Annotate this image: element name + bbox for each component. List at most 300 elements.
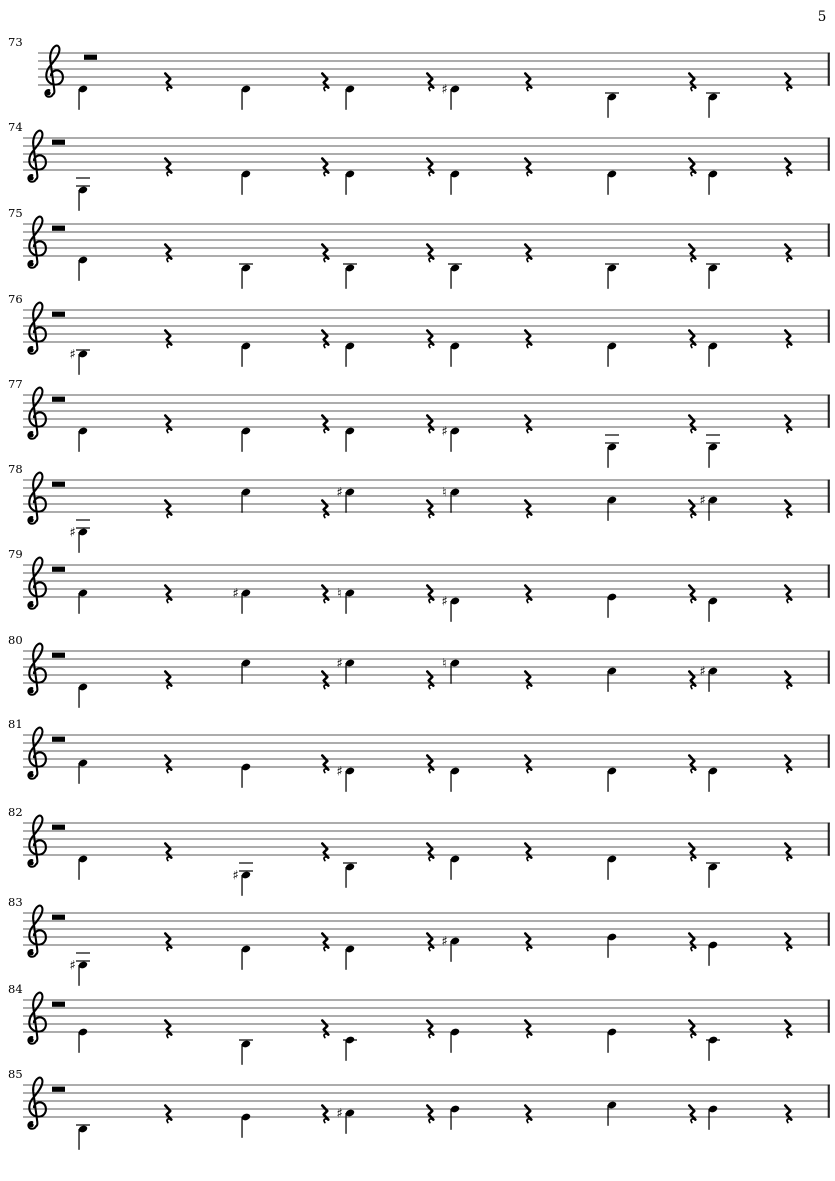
quarter-rest: [427, 1106, 433, 1123]
note-stem: [345, 949, 346, 970]
quarter-note: [706, 93, 720, 118]
note-stem: [345, 492, 346, 513]
quarter-rest: [322, 934, 328, 951]
quarter-rest-hook: [691, 857, 695, 861]
note-stem: [78, 260, 79, 281]
sharp-icon: ♯: [69, 958, 76, 974]
quarter-rest-hook: [324, 258, 328, 262]
quarter-rest: [689, 245, 695, 262]
quarter-rest: [322, 844, 328, 861]
whole-rest: [52, 737, 65, 742]
quarter-note: [241, 763, 251, 788]
quarter-note: [450, 170, 460, 195]
note-stem: [450, 346, 451, 367]
quarter-rest-hook: [324, 947, 328, 951]
quarter-rest: [525, 1106, 531, 1123]
quarter-note: [241, 342, 251, 367]
quarter-rest: [785, 844, 791, 861]
quarter-note: [607, 767, 617, 792]
note-stem: [345, 346, 346, 367]
note-stem: [450, 941, 451, 962]
quarter-note: [78, 855, 88, 880]
quarter-note: [441, 935, 460, 962]
note-stem: [450, 268, 451, 289]
quarter-note: [442, 657, 460, 684]
staff-system: [8, 547, 830, 622]
note-stem: [345, 867, 346, 888]
note-stem: [345, 268, 346, 289]
whole-rest: [52, 825, 65, 830]
staff-system: [8, 633, 830, 708]
quarter-note: [706, 264, 720, 289]
measure-number: 74: [8, 120, 23, 134]
note-stem: [708, 867, 709, 888]
staff-system: [8, 805, 830, 896]
quarter-note: [239, 1040, 253, 1065]
note-stem: [241, 1117, 242, 1138]
quarter-note: [450, 342, 460, 367]
note-stem: [241, 593, 242, 614]
quarter-rest-hook: [429, 429, 433, 433]
quarter-rest-hook: [691, 344, 695, 348]
quarter-rest-hook: [324, 429, 328, 433]
note-stem: [78, 1129, 79, 1150]
quarter-note: [69, 953, 90, 986]
quarter-rest-hook: [527, 685, 531, 689]
note-stem: [345, 771, 346, 792]
quarter-note: [706, 1036, 720, 1061]
quarter-note: [78, 85, 88, 110]
quarter-rest: [689, 586, 695, 603]
quarter-note: [441, 83, 460, 110]
quarter-rest: [427, 586, 433, 603]
quarter-note: [708, 342, 718, 367]
note-stem: [450, 1032, 451, 1053]
barline: [828, 735, 830, 768]
quarter-rest: [322, 74, 328, 91]
note-stem: [241, 89, 242, 110]
measure-number: 79: [8, 547, 23, 561]
quarter-note: [239, 264, 253, 289]
quarter-rest: [165, 501, 171, 518]
quarter-rest: [689, 672, 695, 689]
quarter-rest: [165, 245, 171, 262]
quarter-rest: [689, 1106, 695, 1123]
quarter-note: [241, 1113, 251, 1138]
quarter-note: [345, 85, 355, 110]
whole-rest: [52, 567, 65, 572]
note-stem: [607, 597, 608, 618]
note-stem: [345, 1113, 346, 1134]
sharp-icon: ♯: [441, 934, 448, 950]
clef-hook-dot: [29, 262, 34, 267]
quarter-rest-hook: [787, 172, 791, 176]
note-stem: [708, 601, 709, 622]
measure-number: 83: [8, 895, 23, 909]
clef-hook-dot: [29, 1038, 34, 1043]
whole-rest: [52, 1002, 65, 1007]
quarter-rest: [427, 1021, 433, 1038]
quarter-rest: [525, 245, 531, 262]
sharp-icon: ♯: [336, 656, 343, 672]
note-stem: [345, 663, 346, 684]
quarter-note: [708, 941, 718, 966]
note-stem: [607, 671, 608, 692]
quarter-rest: [165, 934, 171, 951]
quarter-rest-hook: [691, 1034, 695, 1038]
quarter-note: [706, 435, 720, 468]
note-stem: [607, 500, 608, 521]
note-stem: [241, 1044, 242, 1065]
quarter-note: [78, 1028, 88, 1053]
quarter-rest-hook: [527, 514, 531, 518]
note-stem: [708, 97, 709, 118]
quarter-note: [336, 765, 355, 792]
quarter-note: [232, 863, 253, 896]
note-stem: [607, 346, 608, 367]
natural-icon: ♮: [442, 485, 447, 501]
quarter-rest: [689, 159, 695, 176]
quarter-rest-hook: [324, 599, 328, 603]
quarter-note: [607, 1101, 617, 1126]
quarter-note: [607, 342, 617, 367]
natural-icon: ♮: [442, 656, 447, 672]
quarter-note: [345, 945, 355, 970]
quarter-rest: [427, 416, 433, 433]
measure-number: 78: [8, 462, 23, 476]
staff-system: [8, 462, 830, 553]
quarter-note: [76, 1125, 90, 1150]
quarter-rest-hook: [691, 599, 695, 603]
quarter-rest: [785, 501, 791, 518]
staff-system: [8, 120, 830, 211]
quarter-rest-hook: [691, 947, 695, 951]
sharp-icon: ♯: [441, 594, 448, 610]
quarter-note: [343, 863, 357, 888]
quarter-note: [69, 348, 90, 375]
quarter-rest: [322, 1021, 328, 1038]
quarter-rest-hook: [429, 685, 433, 689]
whole-rest: [84, 55, 97, 60]
quarter-note: [241, 85, 251, 110]
natural-icon: ♮: [337, 586, 342, 602]
quarter-note: [450, 855, 460, 880]
quarter-note: [607, 170, 617, 195]
note-stem: [708, 268, 709, 289]
quarter-rest-hook: [167, 87, 171, 91]
clef-hook-dot: [46, 91, 51, 96]
staff-system: [8, 206, 830, 289]
quarter-note: [607, 855, 617, 880]
quarter-rest: [689, 331, 695, 348]
quarter-rest: [165, 672, 171, 689]
quarter-rest-hook: [527, 87, 531, 91]
quarter-note: [605, 93, 619, 118]
sharp-icon: ♯: [699, 493, 706, 509]
quarter-rest-hook: [167, 258, 171, 262]
quarter-note: [450, 1028, 460, 1053]
measure-number: 80: [8, 633, 23, 647]
quarter-rest: [322, 159, 328, 176]
clef-hook-dot: [29, 603, 34, 608]
quarter-rest: [785, 245, 791, 262]
sharp-icon: ♯: [69, 347, 76, 363]
quarter-rest-hook: [527, 947, 531, 951]
clef-hook-dot: [29, 773, 34, 778]
staff-system: [8, 1067, 830, 1150]
quarter-note: [607, 667, 617, 692]
whole-rest: [52, 653, 65, 658]
note-stem: [450, 89, 451, 110]
clef-hook-dot: [29, 348, 34, 353]
quarter-note: [76, 178, 90, 211]
whole-rest: [52, 312, 65, 317]
quarter-rest: [165, 756, 171, 773]
barline: [828, 395, 830, 428]
quarter-rest-hook: [787, 769, 791, 773]
quarter-rest-hook: [787, 685, 791, 689]
quarter-note: [448, 264, 462, 289]
quarter-note: [241, 170, 251, 195]
quarter-rest: [165, 1021, 171, 1038]
quarter-rest-hook: [787, 87, 791, 91]
quarter-rest-hook: [527, 344, 531, 348]
quarter-rest-hook: [691, 685, 695, 689]
quarter-rest-hook: [527, 1034, 531, 1038]
note-stem: [708, 671, 709, 692]
quarter-rest: [689, 934, 695, 951]
quarter-note: [241, 427, 251, 452]
quarter-rest-hook: [691, 258, 695, 262]
page-number: 5: [817, 9, 827, 25]
quarter-rest-hook: [527, 1119, 531, 1123]
quarter-rest: [689, 844, 695, 861]
quarter-rest-hook: [324, 1119, 328, 1123]
barline: [828, 651, 830, 684]
barline: [828, 53, 830, 86]
quarter-note: [78, 589, 88, 614]
quarter-rest-hook: [787, 857, 791, 861]
whole-rest: [52, 915, 65, 920]
quarter-rest: [785, 1021, 791, 1038]
quarter-rest: [785, 672, 791, 689]
quarter-rest: [785, 756, 791, 773]
note-stem: [450, 431, 451, 452]
quarter-rest-hook: [429, 258, 433, 262]
staff-system: [8, 292, 830, 375]
staff-system: [8, 35, 830, 118]
note-stem: [241, 949, 242, 970]
note-stem: [708, 346, 709, 367]
quarter-rest: [785, 159, 791, 176]
note-stem: [708, 447, 709, 468]
sharp-icon: ♯: [69, 525, 76, 541]
clef-hook-dot: [29, 951, 34, 956]
quarter-rest: [525, 934, 531, 951]
quarter-note: [708, 597, 718, 622]
quarter-rest: [322, 756, 328, 773]
quarter-rest-hook: [787, 947, 791, 951]
quarter-rest-hook: [691, 172, 695, 176]
quarter-note: [699, 665, 718, 692]
sharp-icon: ♯: [441, 424, 448, 440]
barline: [828, 1085, 830, 1118]
note-stem: [78, 431, 79, 452]
quarter-rest: [427, 245, 433, 262]
quarter-rest: [689, 416, 695, 433]
note-stem: [241, 492, 242, 513]
quarter-note: [345, 427, 355, 452]
quarter-note: [78, 683, 88, 708]
note-stem: [345, 89, 346, 110]
quarter-note: [607, 593, 617, 618]
quarter-rest-hook: [324, 344, 328, 348]
quarter-rest-hook: [324, 1034, 328, 1038]
quarter-rest-hook: [691, 87, 695, 91]
note-stem: [241, 268, 242, 289]
quarter-rest: [427, 934, 433, 951]
staff-system: [8, 717, 830, 792]
quarter-rest-hook: [429, 344, 433, 348]
quarter-note: [605, 264, 619, 289]
note-stem: [241, 663, 242, 684]
quarter-rest-hook: [167, 514, 171, 518]
quarter-rest-hook: [527, 599, 531, 603]
quarter-note: [708, 767, 718, 792]
quarter-rest: [525, 756, 531, 773]
quarter-note: [232, 587, 251, 614]
note-stem: [450, 492, 451, 513]
staff-system: [8, 895, 830, 986]
note-stem: [607, 1032, 608, 1053]
clef-hook-dot: [29, 1123, 34, 1128]
whole-rest: [52, 226, 65, 231]
quarter-rest: [165, 1106, 171, 1123]
barline: [828, 310, 830, 343]
quarter-rest: [525, 74, 531, 91]
quarter-rest-hook: [691, 514, 695, 518]
note-stem: [450, 174, 451, 195]
quarter-note: [241, 488, 251, 513]
note-stem: [450, 771, 451, 792]
quarter-rest-hook: [324, 172, 328, 176]
quarter-rest-hook: [787, 514, 791, 518]
sharp-icon: ♯: [441, 82, 448, 98]
quarter-rest: [689, 501, 695, 518]
note-stem: [241, 875, 242, 896]
note-stem: [78, 965, 79, 986]
quarter-rest: [322, 331, 328, 348]
clef-hook-dot: [29, 689, 34, 694]
quarter-rest-hook: [527, 769, 531, 773]
quarter-rest: [785, 416, 791, 433]
quarter-note: [336, 1107, 355, 1134]
quarter-rest-hook: [429, 1119, 433, 1123]
quarter-rest-hook: [429, 857, 433, 861]
quarter-rest: [322, 245, 328, 262]
quarter-rest-hook: [167, 1119, 171, 1123]
quarter-rest-hook: [527, 258, 531, 262]
note-stem: [78, 763, 79, 784]
quarter-note: [699, 494, 718, 521]
quarter-note: [345, 342, 355, 367]
sharp-icon: ♯: [336, 1106, 343, 1122]
note-stem: [78, 687, 79, 708]
quarter-rest: [427, 672, 433, 689]
note-stem: [607, 447, 608, 468]
quarter-rest: [525, 159, 531, 176]
note-stem: [450, 1109, 451, 1130]
quarter-note: [343, 264, 357, 289]
note-stem: [345, 593, 346, 614]
measure-number: 82: [8, 805, 23, 819]
note-stem: [78, 1032, 79, 1053]
note-stem: [78, 190, 79, 211]
quarter-rest-hook: [787, 258, 791, 262]
quarter-rest: [525, 586, 531, 603]
note-stem: [450, 859, 451, 880]
quarter-rest: [322, 501, 328, 518]
quarter-rest-hook: [527, 857, 531, 861]
note-stem: [241, 346, 242, 367]
quarter-rest: [785, 586, 791, 603]
quarter-rest-hook: [167, 857, 171, 861]
quarter-rest: [785, 934, 791, 951]
whole-rest: [52, 482, 65, 487]
note-stem: [607, 937, 608, 958]
clef-hook-dot: [29, 861, 34, 866]
measure-number: 77: [8, 377, 23, 391]
note-stem: [450, 601, 451, 622]
sharp-icon: ♯: [336, 485, 343, 501]
quarter-rest-hook: [167, 344, 171, 348]
quarter-note: [78, 256, 88, 281]
barline: [828, 823, 830, 856]
measure-number: 85: [8, 1067, 23, 1081]
quarter-note: [343, 1036, 357, 1061]
quarter-rest: [525, 416, 531, 433]
quarter-rest-hook: [324, 87, 328, 91]
measure-number: 81: [8, 717, 23, 731]
quarter-rest: [322, 672, 328, 689]
barline: [828, 480, 830, 513]
quarter-rest: [165, 159, 171, 176]
quarter-note: [241, 659, 251, 684]
quarter-note: [337, 587, 355, 614]
quarter-rest: [322, 586, 328, 603]
note-stem: [345, 174, 346, 195]
note-stem: [607, 97, 608, 118]
quarter-rest-hook: [429, 599, 433, 603]
quarter-rest-hook: [429, 87, 433, 91]
quarter-rest: [427, 756, 433, 773]
note-stem: [607, 771, 608, 792]
quarter-rest-hook: [324, 514, 328, 518]
quarter-rest: [525, 331, 531, 348]
note-stem: [345, 1040, 346, 1061]
quarter-rest: [785, 331, 791, 348]
quarter-rest: [427, 844, 433, 861]
quarter-rest-hook: [429, 769, 433, 773]
quarter-note: [450, 767, 460, 792]
quarter-note: [336, 486, 355, 513]
quarter-rest-hook: [167, 599, 171, 603]
note-stem: [708, 771, 709, 792]
barline: [828, 1000, 830, 1033]
quarter-rest-hook: [324, 769, 328, 773]
quarter-rest-hook: [429, 947, 433, 951]
quarter-rest: [689, 74, 695, 91]
